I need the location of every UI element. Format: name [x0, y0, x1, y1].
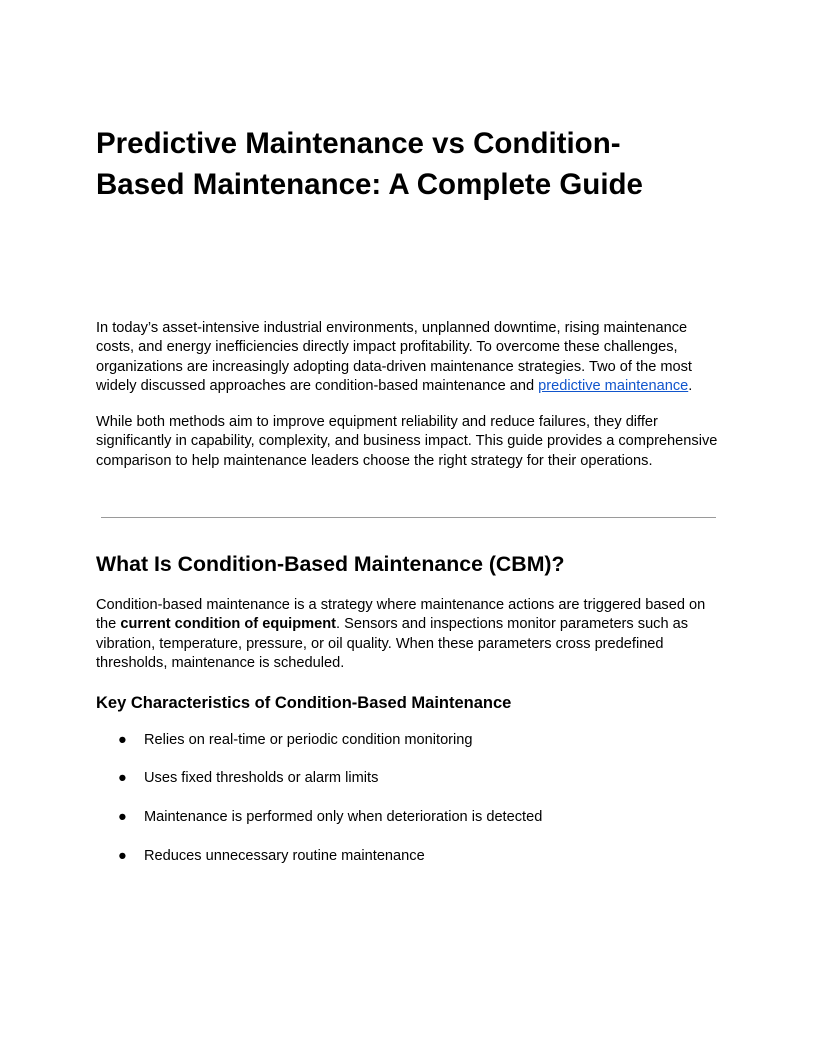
list-item-text: Uses fixed thresholds or alarm limits	[144, 770, 379, 786]
list-item-text: Relies on real-time or periodic condition monitoring	[144, 732, 473, 748]
predictive-maintenance-link[interactable]: predictive maintenance	[538, 378, 689, 395]
cbm-description-start: Condition-based maintenance is a strategy where maintenance actions are triggered based on the	[96, 597, 706, 633]
list-item-text: Maintenance is performed only when deterioration is detected	[144, 809, 543, 825]
list-item-text: Reduces unnecessary routine maintenance	[144, 848, 425, 864]
cbm-description-bold: current condition of equipment	[120, 616, 337, 633]
cbm-heading: What Is Condition-Based Maintenance (CBM)?	[96, 552, 565, 576]
intro-paragraph-1-text: In today’s asset-intensive industrial environments, unplanned downtime, rising maintenance costs, and energy inefficiencies directly impact profitability. To overcome these challenges, organizations are increasingly adopting data-driven maintenance strategies. Two of the most widely discussed approaches are condition-based maintenance and	[96, 320, 692, 395]
intro-paragraph-2: While both methods aim to improve equipment reliability and reduce failures, they differ significantly in capability, complexity, and business impact. This guide provides a comprehensive comparison to help maintenance leaders choose the right strategy for their operations.	[96, 414, 718, 469]
bullet-icon: ●	[118, 848, 127, 864]
intro-paragraph-1	[96, 319, 720, 397]
cbm-characteristics-heading: Key Characteristics of Condition-Based Maintenance	[96, 694, 512, 712]
page-title: Predictive Maintenance vs Condition-Based Maintenance: A Complete Guide	[96, 127, 643, 201]
bullet-icon: ●	[118, 770, 127, 786]
intro-paragraph-1-end: .	[688, 378, 693, 395]
cbm-description	[96, 596, 720, 674]
bullet-icon: ●	[118, 809, 127, 825]
cbm-description-end: . Sensors and inspections monitor parameters such as vibration, temperature, pressure, or oil quality. When these parameters cross predefined thresholds, maintenance is scheduled.	[96, 616, 689, 672]
horizontal-divider	[101, 517, 716, 518]
bullet-icon: ●	[118, 732, 127, 748]
